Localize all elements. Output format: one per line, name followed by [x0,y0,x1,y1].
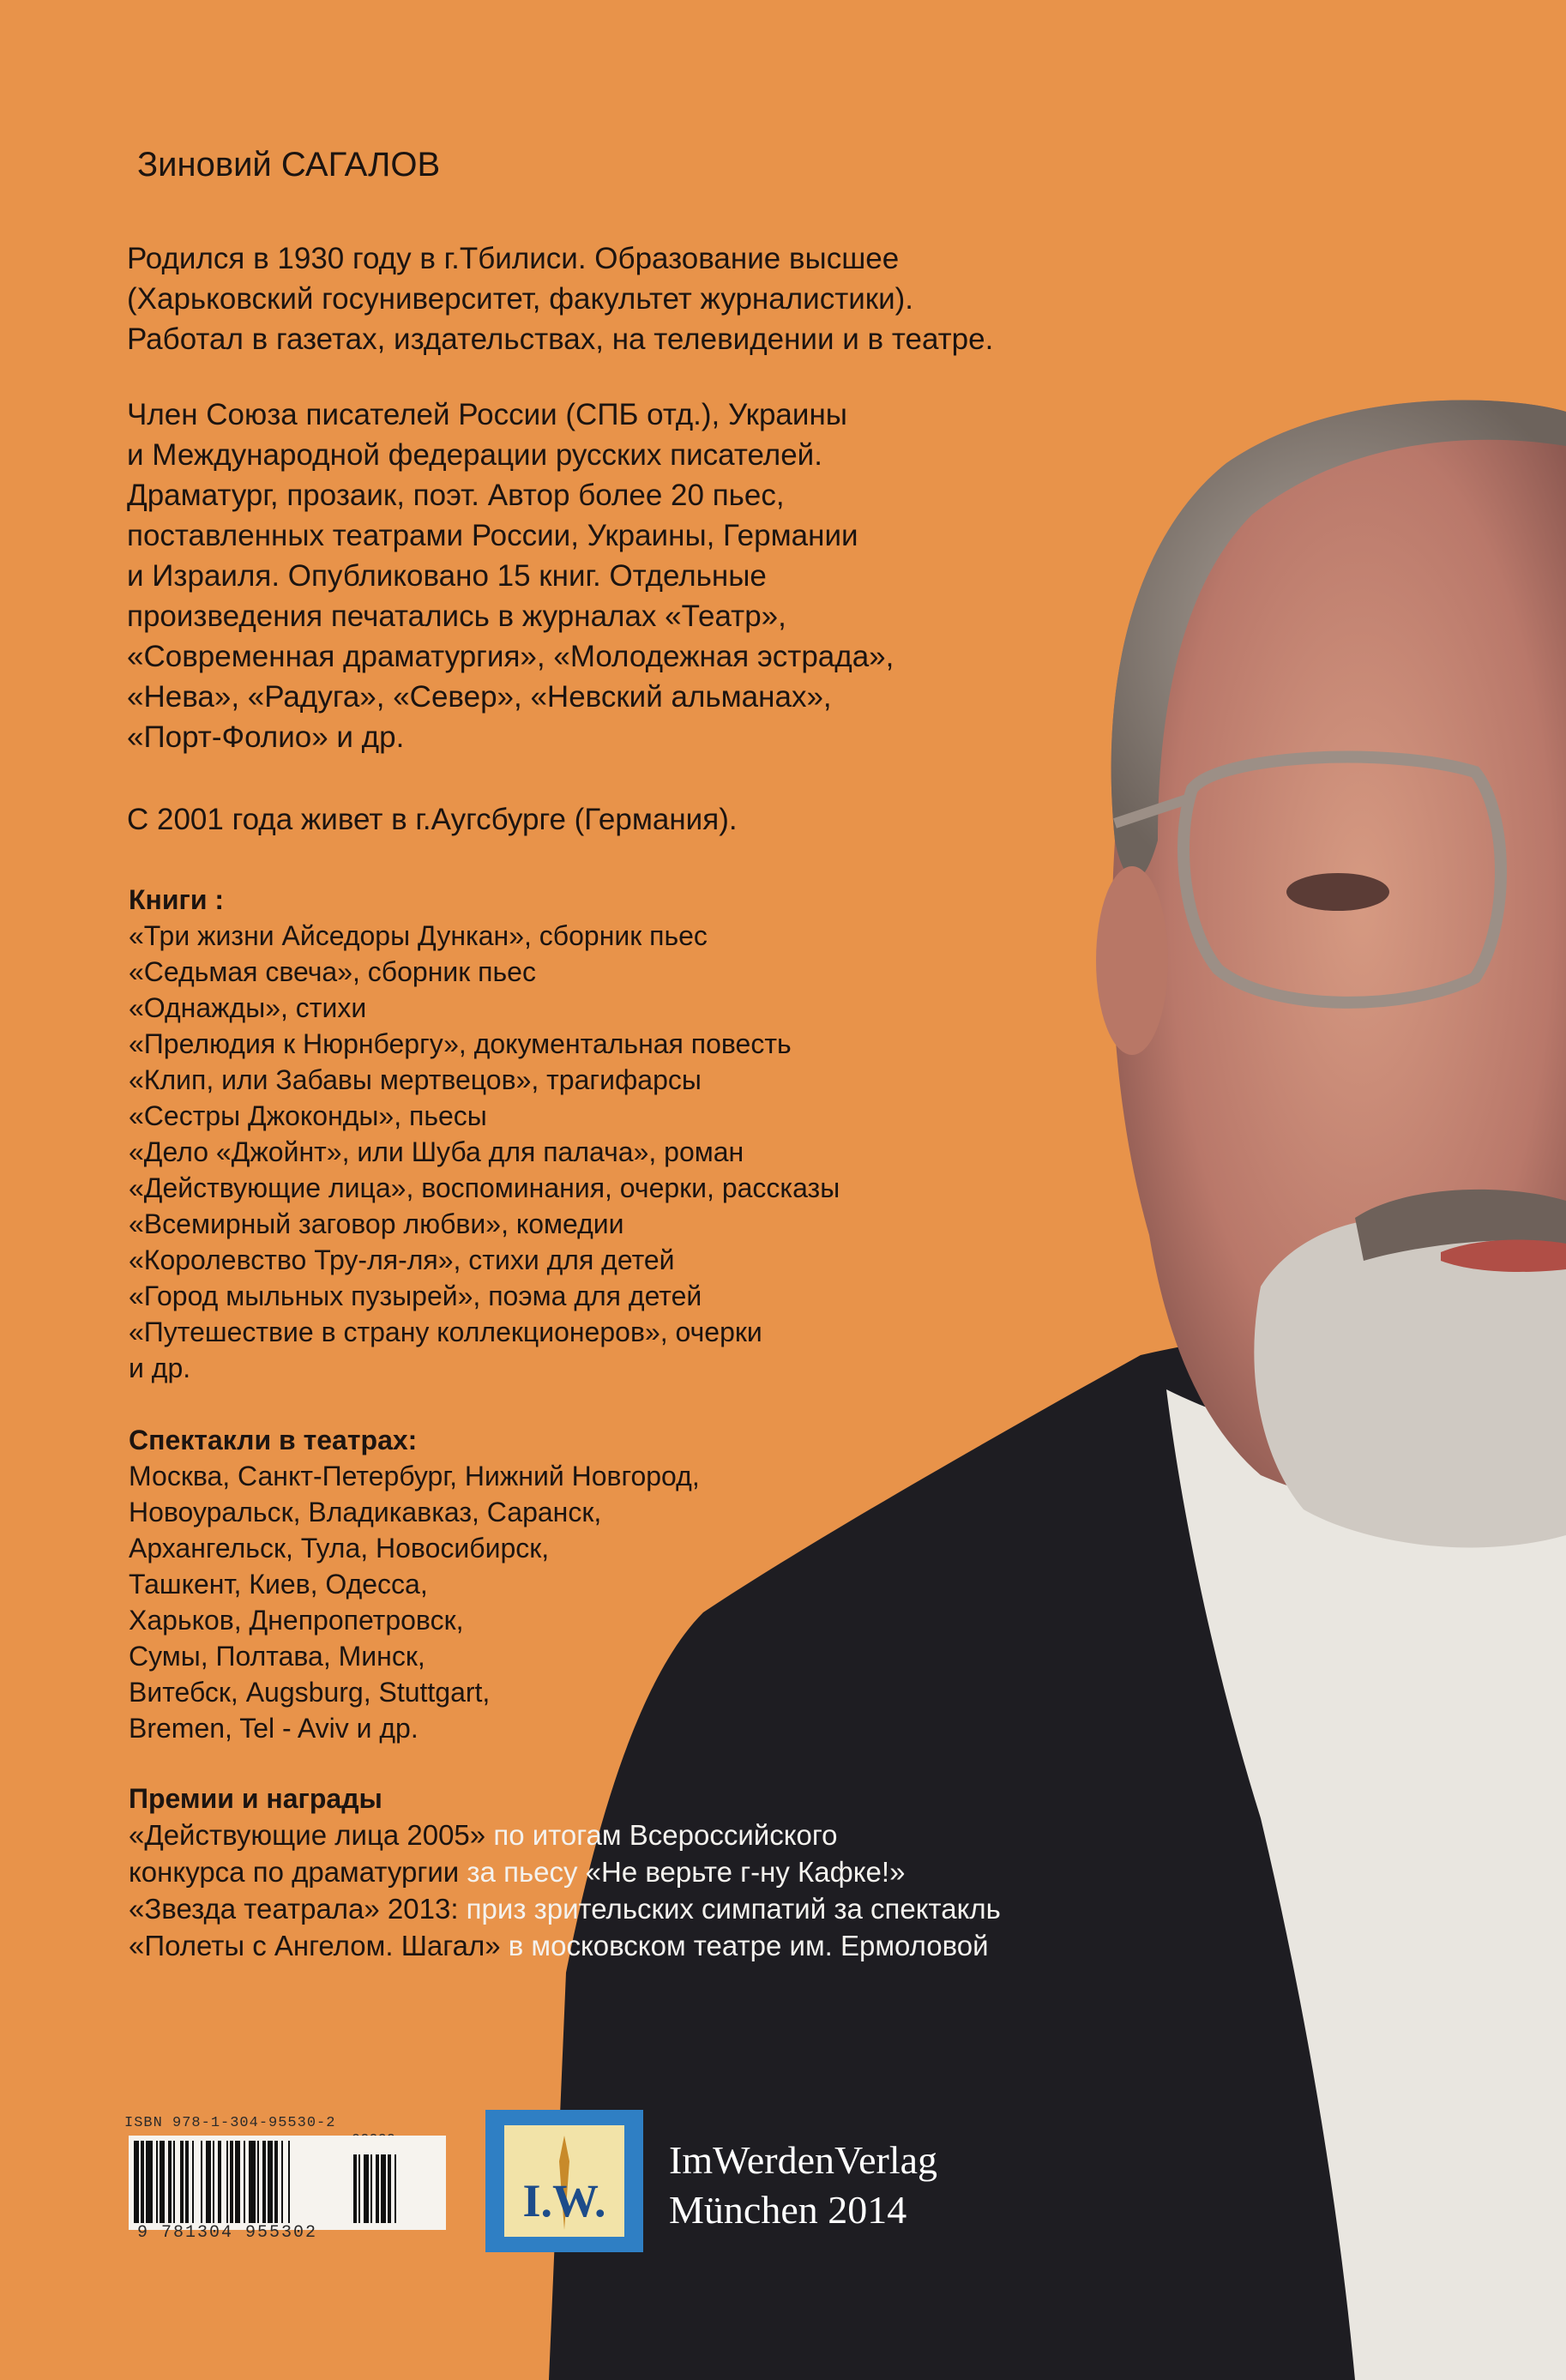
barcode-bar [230,2141,233,2223]
membership-line: «Нева», «Радуга», «Север», «Невский альманах», [127,680,832,714]
barcode-bar [257,2141,259,2223]
award-text: конкурса по драматургии [129,1856,460,1888]
barcode-bar [226,2141,228,2223]
barcode-bar [388,2154,391,2223]
theatre-line: Архангельск, Тула, Новосибирск, [129,1533,550,1564]
award-text: «Действующие лица 2005» [129,1819,486,1851]
publisher-city-year: München 2014 [669,2188,907,2232]
theatre-line: Витебск, Augsburg, Stuttgart, [129,1677,491,1708]
publisher-name: ImWerdenVerlag [669,2138,938,2182]
barcode-bar [268,2141,273,2223]
bio-paragraph [127,238,993,359]
barcode-bar [180,2141,184,2223]
barcode-bar [274,2141,278,2223]
barcode-bar [218,2141,221,2223]
residence-text: С 2001 года живет в г.Аугсбурге (Германия). [127,803,738,836]
book-item: «Однажды», стихи [129,992,367,1023]
award-text: «Полеты с Ангелом. Шагал» [129,1930,501,1961]
barcode-bar [353,2154,357,2223]
barcode-bar [281,2141,283,2223]
awards-heading: Премии и награды [129,1783,382,1814]
membership-paragraph [127,395,894,757]
barcode-bar [358,2154,360,2223]
book-item: «Город мыльных пузырей», поэма для детей [129,1280,702,1311]
barcode-bar [376,2154,379,2223]
book-item: «Клип, или Забавы мертвецов», трагифарсы [129,1064,702,1095]
theatre-line: Москва, Санкт-Петербург, Нижний Новгород, [129,1461,700,1491]
theatres-heading: Спектакли в театрах: [129,1425,418,1455]
barcode-bar [395,2154,396,2223]
barcode-bar [168,2141,172,2223]
membership-line: «Современная драматургия», «Молодежная эстрада», [127,640,894,673]
book-item: и др. [129,1353,191,1383]
award-line [129,1853,1001,1890]
book-item: «Всемирный заговор любви», комедии [129,1208,624,1239]
barcode-icon [129,2136,446,2230]
theatre-line: Харьков, Днепропетровск, [129,1605,464,1636]
award-line [129,1817,1001,1853]
book-item: «Прелюдия к Нюрнбергу», документальная повесть [129,1028,792,1059]
membership-line: Драматург, прозаик, поэт. Автор более 20 пьес, [127,479,785,512]
book-item: «Три жизни Айседоры Дункан», сборник пьес [129,920,708,951]
book-item: «Королевство Тру-ля-ля», стихи для детей [129,1244,675,1275]
membership-line: Член Союза писателей России (СПБ отд.), Украины [127,398,847,431]
book-item: «Седьмая свеча», сборник пьес [129,956,536,987]
theatre-line: Новоуральск, Владикавказ, Саранск, [129,1497,602,1527]
barcode-bar [288,2141,290,2223]
awards-list [129,1817,1001,1964]
barcode-bar [249,2141,256,2223]
barcode-bar [146,2141,153,2223]
award-line [129,1927,1001,1964]
theatre-line: Ташкент, Киев, Одесса, [129,1569,428,1600]
barcode-bar [134,2141,139,2223]
publisher-block [669,2136,937,2235]
membership-line: произведения печатались в журналах «Театр», [127,600,786,633]
bio-line: Родился в 1930 году в г.Тбилиси. Образование высшее [127,242,900,275]
book-item: «Дело «Джойнт», или Шуба для палача», роман [129,1136,744,1167]
barcode-bar [244,2141,245,2223]
theatre-line: Bremen, Tel - Aviv и др. [129,1713,419,1744]
barcode-bar [173,2141,175,2223]
award-text: в московском театре им. Ермоловой [500,1930,989,1961]
award-text: за пьесу «Не верьте г-ну Кафке!» [459,1856,906,1888]
membership-line: и Израиля. Опубликовано 15 книг. Отдельные [127,559,767,593]
barcode-bar [141,2141,144,2223]
barcode-bar [381,2154,386,2223]
award-line [129,1890,1001,1927]
barcode-bar [185,2141,189,2223]
barcode-bar [201,2141,202,2223]
bio-line: (Харьковский госуниверситет, факультет журналистики). [127,282,914,316]
books-list [129,918,840,1386]
barcode-bar [370,2154,372,2223]
membership-line: поставленных театрами России, Украины, Германии [127,519,858,552]
book-item: «Действующие лица», воспоминания, очерки, рассказы [129,1172,840,1203]
book-item: «Путешествие в страну коллекционеров», очерки [129,1317,762,1347]
barcode-bar [192,2141,194,2223]
theatre-line: Сумы, Полтава, Минск, [129,1641,425,1672]
barcode-digits: 9 781304 955302 [137,2223,318,2243]
award-text: приз зрительских симпатий за спектакль [458,1893,1001,1925]
barcode-bar [160,2141,165,2223]
membership-line: «Порт-Фолио» и др. [127,720,405,754]
barcode-bar [262,2141,266,2223]
award-text: по итогам Всероссийского [485,1819,838,1851]
theatres-list [129,1458,700,1746]
award-text: «Звезда театрала» 2013: [129,1893,459,1925]
barcode-bar [235,2141,240,2223]
membership-line: и Международной федерации русских писателей. [127,438,822,472]
barcode-bar [206,2141,211,2223]
barcode-bar [156,2141,158,2223]
book-item: «Сестры Джоконды», пьесы [129,1100,487,1131]
author-name: Зиновий САГАЛОВ [137,146,441,184]
barcode-bar [213,2141,214,2223]
publisher-logo [485,2110,643,2252]
books-heading: Книги : [129,884,225,915]
barcode-bar [364,2154,369,2223]
bio-line: Работал в газетах, издательствах, на телевидении и в театре. [127,322,994,356]
logo-text: I.W. [522,2175,606,2226]
isbn-label: ISBN 978-1-304-95530-2 [124,2115,336,2131]
